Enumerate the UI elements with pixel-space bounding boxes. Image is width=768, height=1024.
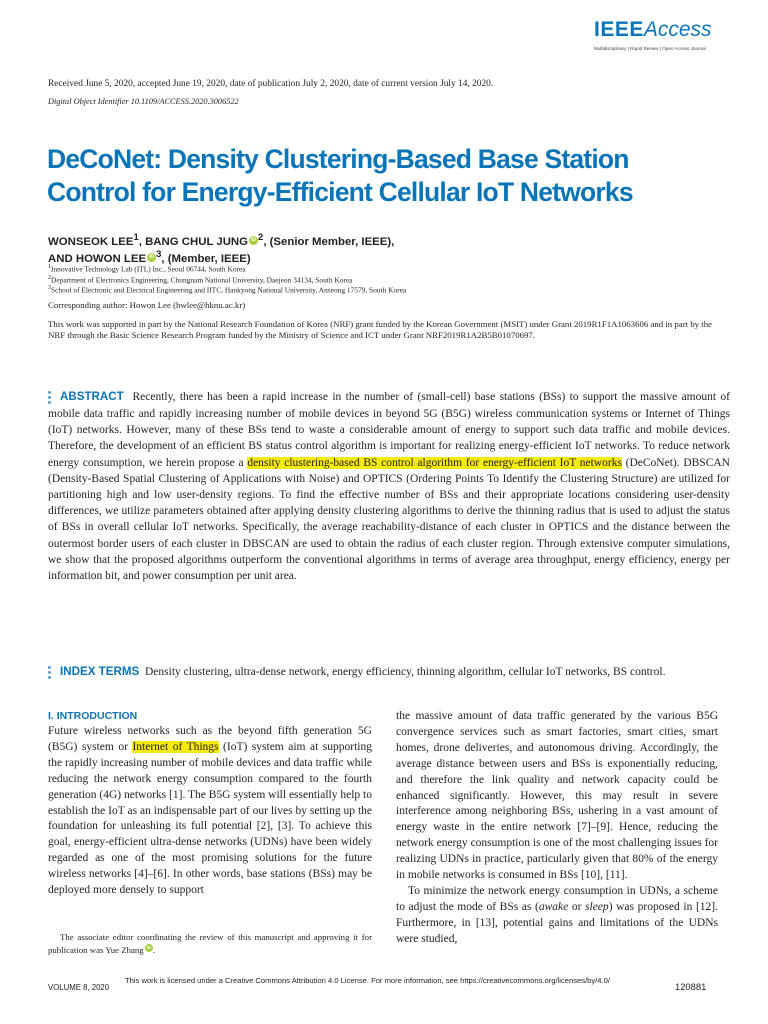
affiliation-2: [48, 275, 352, 284]
section-marker-icon: [48, 664, 54, 681]
footnote-text: The associate editor coordinating the review of this manuscript and approving it for publication was Yue Zhang: [48, 932, 372, 955]
doi[interactable]: Digital Object Identifier 10.1109/ACCESS.2020.3006522: [48, 97, 239, 106]
author-name: AND HOWON LEE: [48, 252, 147, 265]
paragraph: the massive amount of data traffic generated by the various B5G convergence services such as smart factories, smart cities, smart homes, drone deliveries, and autonomous driving. Accordingly, the average distance between users and BSs is exponentially reducing, and therefore the link quality and network capacity could be enhanced significantly. However, this may result in severe interference among neighboring BSs, ushering in a vast amount of energy waste in the entire network [7]–[9]. Hence, reducing the network energy consumption is one of the most challenging issues for realizing UDNs in practice, particularly given that 80% of the energy in mobile networks is consumed in BSs [10], [11].: [396, 710, 718, 882]
author-sup: 1: [133, 232, 139, 243]
affiliation-text: Department of Electronics Engineering, Chungnam National University, Daejeon 34134, South Korea: [51, 275, 353, 285]
funding-note: This work was supported in part by the National Research Foundation of Korea (NRF) grant funded by the Korean Government (MSIT) under Grant 2019R1F1A1063606 and in part by the NRF through the Basic Science Research Program funded by the Ministry of Science and ICT under Grant NRF2019R1A2B5B01070697.: [48, 319, 713, 341]
footer-volume: VOLUME 8, 2020: [48, 983, 110, 992]
text-run: or: [568, 900, 586, 913]
orcid-icon[interactable]: iD: [149, 253, 155, 260]
index-terms: [48, 664, 730, 681]
affiliation-3: [48, 285, 406, 294]
corresponding-author: Corresponding author: Howon Lee (hwlee@hknu.ac.kr): [48, 300, 246, 310]
abstract-text: Recently, there has been a rapid increase in the number of (small-cell) base stations (BSs) to support the massive amount of mobile data traffic and rapidly increasing number of mobile devices in beyond 5G (B5G) wireless communication systems or Internet of Things (IoT) networks. However, many of these BSs tend to waste a considerable amount of energy to support such data traffic and mobile devices. Therefore, the development of an efficient BS status control algorithm is important for realizing energy-efficient IoT networks. To reduce network energy consumption, we herein propose a: [48, 391, 730, 469]
affiliation-text: Innovative Technology Lab (ITL) Inc., Seoul 06744, South Korea: [51, 264, 246, 274]
section-heading: [48, 710, 137, 722]
body-column-right: [396, 709, 718, 948]
abstract-highlight: density clustering-based BS control algorithm for energy-efficient IoT networks: [247, 456, 622, 469]
footer-page-number: 120881: [675, 981, 707, 992]
affiliation-1: [48, 264, 246, 273]
section-title: INTRODUCTION: [56, 710, 138, 722]
paragraph: [48, 724, 372, 899]
affiliation-num: 1: [48, 264, 51, 270]
index-terms-text: Density clustering, ultra-dense network, energy efficiency, thinning algorithm, cellular IoT networks, BS control.: [144, 666, 666, 679]
logo-ieee-text: IEEE: [594, 18, 644, 41]
text-highlight: Internet of Things: [132, 740, 219, 753]
affiliation-num: 3: [48, 285, 51, 291]
text-run: Future wireless networks such as the beyond fifth generation 5G (B5G) system or: [48, 725, 372, 753]
author-sup: 2: [258, 232, 264, 243]
text-run: To minimize the network energy consumption in UDNs, a scheme to adjust the mode of BSs as (: [396, 884, 718, 913]
paragraph: [396, 884, 718, 948]
editor-footnote: The associate editor coordinating the review of this manuscript and approving it for publication was Yue Zhang iD .: [48, 932, 372, 955]
text-emphasis: sleep: [585, 900, 609, 913]
affiliation-num: 2: [48, 275, 51, 281]
author-membership: , (Member, IEEE): [161, 252, 251, 265]
text-emphasis: awake: [538, 900, 569, 913]
author-line-1: [48, 232, 394, 248]
footer-license[interactable]: This work is licensed under a Creative Commons Attribution 4.0 License. For more information, see https://creativecommons.org/licenses/by/4.0/: [125, 976, 610, 985]
paper-title: DeCoNet: Density Clustering-Based Base Station Control for Energy-Efficient Cellular IoT Networks: [47, 144, 633, 207]
journal-tagline: Multidisciplinary | Rapid Review | Open Access Journal: [594, 46, 706, 51]
abstract-text: (DeCoNet). DBSCAN (Density-Based Spatial Clustering of Applications with Noise) and OPTICS (Ordering Points To Identify the Clustering Structure) are utilized for partitioning high and low user-density regions. To find the effective number of BSs and their appropriate locations considering user-density differences, we utilize parameters obtained after applying density clustering algorithms to derive the thinning radius that is used to adjust the status of BSs in overall cellular IoT networks. Specifically, the average reachability-distance of each cluster in OPTICS and the distance between the outermost border users of each cluster in DBSCAN are used to obtain the radius of each cluster region. Through extensive computer simulations, we show that the proposed algorithms outperform the conventional algorithms in terms of average area throughput, energy efficiency, energy per information bit, and power consumption per unit area.: [48, 456, 730, 583]
orcid-icon[interactable]: iD: [251, 236, 257, 243]
section-marker-icon: [48, 389, 54, 406]
journal-logo: [594, 18, 712, 42]
body-column-left: [48, 724, 372, 899]
abstract-heading: ABSTRACT: [60, 390, 124, 404]
author-name: , BANG CHUL JUNG: [138, 235, 249, 248]
index-terms-heading: INDEX TERMS: [60, 665, 140, 679]
orcid-icon[interactable]: iD: [146, 944, 151, 950]
text-run: ) was proposed in [12]. Furthermore, in [13], potential gains and limitations of the UDNs were studied,: [396, 900, 718, 945]
logo-access-text: Access: [643, 18, 712, 41]
author-name: WONSEOK LEE: [48, 235, 134, 248]
section-number: I.: [48, 710, 54, 722]
abstract: [48, 389, 730, 584]
author-line-2: [48, 249, 251, 265]
affiliation-text: School of Electronic and Electrical Engineering and IITC, Hankyong National University, Anseong 17579, South Korea: [51, 285, 407, 295]
text-run: (IoT) system aim at supporting the rapidly increasing number of mobile devices and data traffic while reducing the network energy consumption compared to the fourth generation (4G) networks [1]. The B5G system will essentially help to establish the IoT as an indispensable part of our lives by setting up the foundation for unleashing its full potential [2], [3]. To achieve this goal, energy-efficient ultra-dense networks (UDNs) have been widely regarded as one of the most promising solutions for the future wireless networks [4]–[6]. In other words, base stations (BSs) may be deployed more densely to support: [48, 740, 373, 897]
received-dates: Received June 5, 2020, accepted June 19, 2020, date of publication July 2, 2020, date of current version July 14, 2020.: [48, 79, 494, 89]
author-membership: , (Senior Member, IEEE),: [263, 235, 395, 248]
author-sup: 3: [156, 249, 162, 260]
